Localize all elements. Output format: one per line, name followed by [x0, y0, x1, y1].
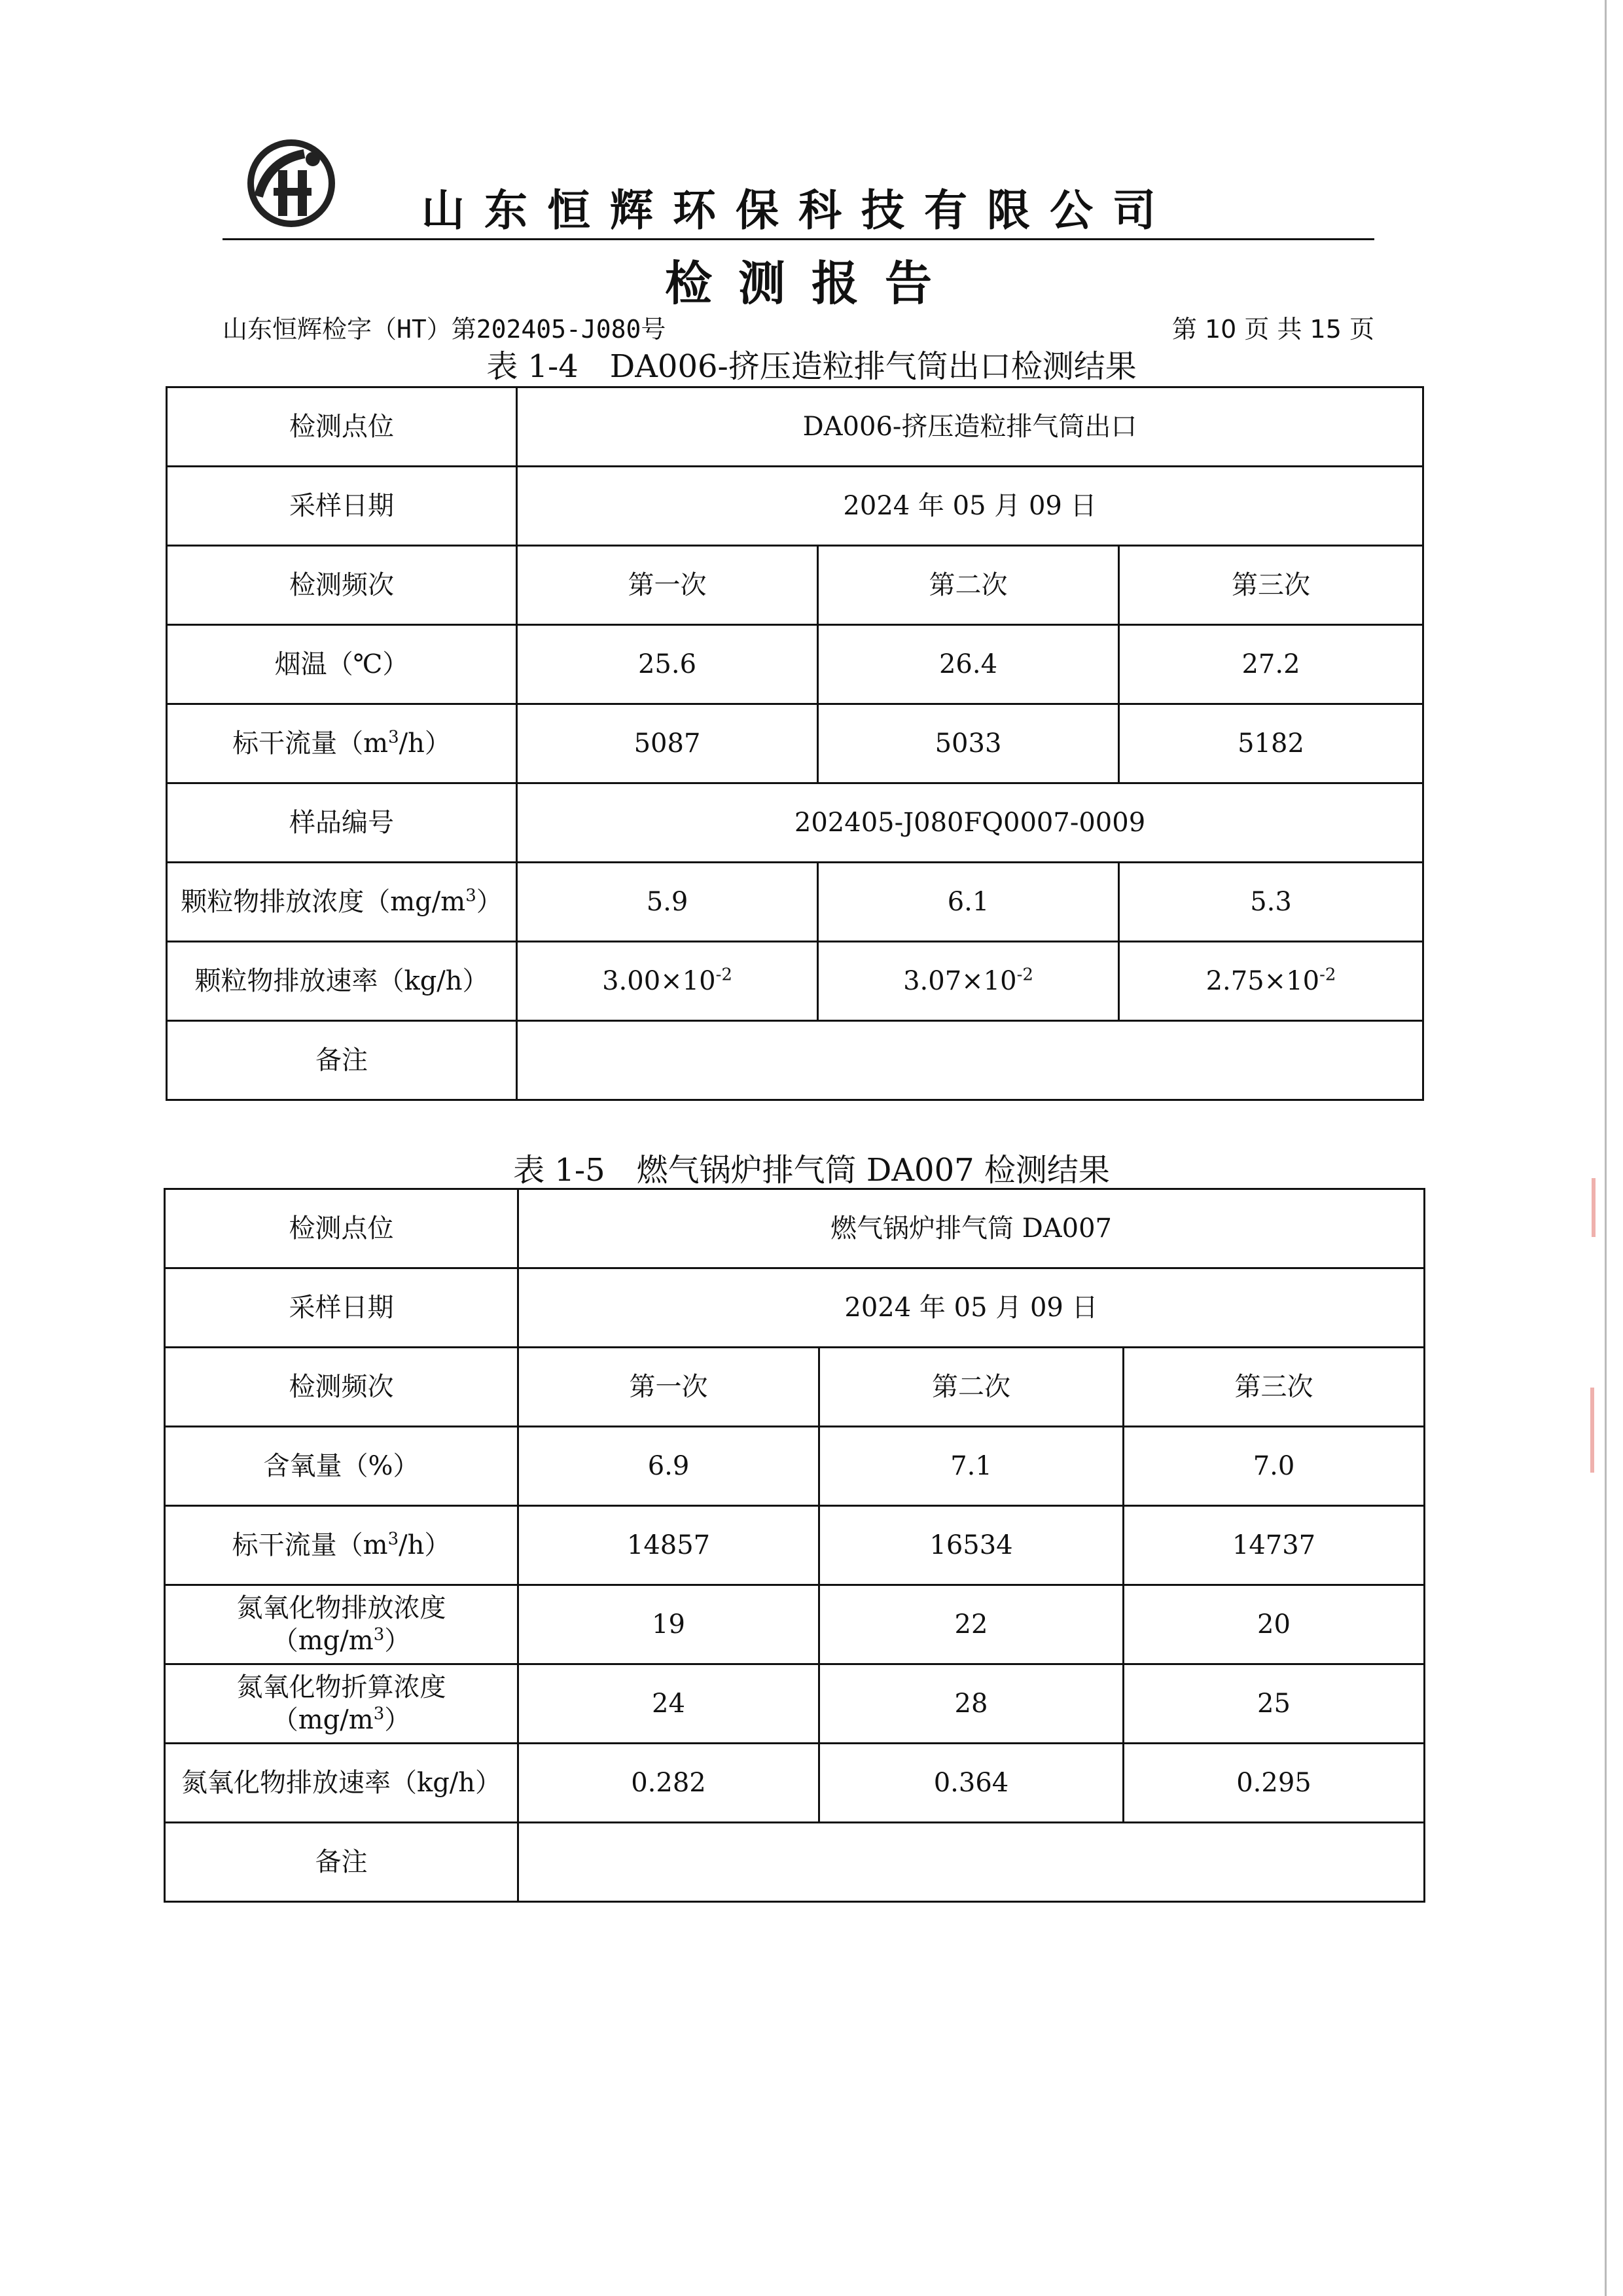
rate-exponent: -2: [715, 965, 732, 985]
stamp-bleed: [1592, 1178, 1615, 1237]
value-cell: 燃气锅炉排气筒 DA007: [518, 1189, 1425, 1268]
value-cell: [517, 1021, 1423, 1100]
value-cell: [518, 1823, 1425, 1902]
label-text: ）: [384, 1626, 411, 1656]
value-cell: 2024 年 05 月 09 日: [518, 1268, 1425, 1348]
table-row: [167, 546, 1423, 625]
label-cell: 检测点位: [167, 387, 517, 467]
value-cell: 5.9: [517, 863, 818, 942]
value-cell: [818, 942, 1119, 1021]
table-row: [165, 1189, 1425, 1268]
rate-exponent: -2: [1319, 965, 1336, 985]
label-cell: 颗粒物排放速率（kg/h）: [167, 942, 517, 1021]
label-text: （mg/m: [272, 1626, 374, 1656]
label-text: ）: [476, 887, 503, 917]
table-row: [167, 783, 1423, 863]
label-cell: 检测频次: [167, 546, 517, 625]
label-cell: 样品编号: [167, 783, 517, 863]
label-cell: [165, 1664, 518, 1744]
label-superscript: 3: [388, 727, 399, 747]
header-rule: [223, 238, 1374, 240]
value-cell: 第二次: [818, 546, 1119, 625]
label-cell: 检测点位: [165, 1189, 518, 1268]
value-cell: 第三次: [1124, 1348, 1425, 1427]
label-text: （mg/m: [272, 1705, 374, 1735]
value-cell: 16534: [819, 1506, 1124, 1585]
label-cell: 采样日期: [167, 467, 517, 546]
label-text: 标干流量（m: [232, 1530, 388, 1560]
table-row: [165, 1664, 1425, 1744]
value-cell: 7.1: [819, 1427, 1124, 1506]
table-row: [165, 1506, 1425, 1585]
label-cell: 采样日期: [165, 1268, 518, 1348]
label-cell: 氮氧化物排放速率（kg/h）: [165, 1744, 518, 1823]
label-cell: [167, 863, 517, 942]
label-text: 氮氧化物排放浓度: [236, 1593, 446, 1623]
label-text: 颗粒物排放浓度（mg/m: [181, 887, 466, 917]
value-cell: 6.1: [818, 863, 1119, 942]
value-cell: DA006-挤压造粒排气筒出口: [517, 387, 1423, 467]
table-row: [165, 1427, 1425, 1506]
page-number: 第 10 页 共 15 页: [1171, 315, 1374, 344]
rate-base: 3.07×10: [903, 966, 1017, 996]
value-cell: 5033: [818, 704, 1119, 783]
value-cell: 14737: [1124, 1506, 1425, 1585]
value-cell: 第三次: [1119, 546, 1423, 625]
table-row: [167, 467, 1423, 546]
table-row: [167, 625, 1423, 704]
value-cell: 5.3: [1119, 863, 1423, 942]
value-cell: 第二次: [819, 1348, 1124, 1427]
value-cell: 27.2: [1119, 625, 1423, 704]
label-cell: 含氧量（%）: [165, 1427, 518, 1506]
label-superscript: 3: [373, 1624, 385, 1645]
label-superscript: 3: [465, 886, 476, 906]
label-cell: 烟温（℃）: [167, 625, 517, 704]
value-cell: 19: [518, 1585, 819, 1664]
value-cell: 2024 年 05 月 09 日: [517, 467, 1423, 546]
value-cell: 24: [518, 1664, 819, 1744]
label-cell: 检测频次: [165, 1348, 518, 1427]
table-row: [165, 1823, 1425, 1902]
value-cell: 第一次: [518, 1348, 819, 1427]
value-cell: 26.4: [818, 625, 1119, 704]
table1: [166, 386, 1424, 1101]
label-superscript: 3: [373, 1704, 385, 1724]
report-number: 山东恒辉检字（HT）第202405-J080号: [223, 315, 666, 344]
table-row: [165, 1585, 1425, 1664]
stamp-bleed: [1590, 1388, 1614, 1473]
company-name: 山东恒辉环保科技有限公司: [421, 185, 1175, 236]
table-row: [167, 704, 1423, 783]
value-cell: [517, 942, 818, 1021]
value-cell: 0.282: [518, 1744, 819, 1823]
value-cell: 22: [819, 1585, 1124, 1664]
label-cell: [167, 704, 517, 783]
label-cell: [165, 1506, 518, 1585]
value-cell: 第一次: [517, 546, 818, 625]
value-cell: 6.9: [518, 1427, 819, 1506]
label-cell: [165, 1585, 518, 1664]
report-title: 检测报告: [664, 256, 958, 311]
rate-exponent: -2: [1016, 965, 1033, 985]
value-cell: 28: [819, 1664, 1124, 1744]
label-text: /h）: [399, 1530, 451, 1560]
value-cell: 5182: [1119, 704, 1423, 783]
label-cell: 备注: [165, 1823, 518, 1902]
value-cell: 25: [1124, 1664, 1425, 1744]
table-row: [165, 1348, 1425, 1427]
label-text: /h）: [399, 728, 451, 759]
value-cell: 20: [1124, 1585, 1425, 1664]
table-row: [165, 1744, 1425, 1823]
page-edge: [1605, 0, 1607, 2296]
value-cell: 0.295: [1124, 1744, 1425, 1823]
rate-base: 2.75×10: [1205, 966, 1320, 996]
value-cell: 7.0: [1124, 1427, 1425, 1506]
label-text: ）: [384, 1705, 411, 1735]
rate-base: 3.00×10: [602, 966, 716, 996]
label-text: 氮氧化物折算浓度: [236, 1672, 446, 1702]
table-row: [167, 942, 1423, 1021]
label-cell: 备注: [167, 1021, 517, 1100]
value-cell: [1119, 942, 1423, 1021]
table2: [164, 1188, 1425, 1903]
table2-caption: 表 1-5 燃气锅炉排气筒 DA007 检测结果: [513, 1152, 1110, 1189]
table-row: [165, 1268, 1425, 1348]
value-cell: 202405-J080FQ0007-0009: [517, 783, 1423, 863]
table-row: [167, 387, 1423, 467]
label-text: 标干流量（m: [232, 728, 389, 759]
table-row: [167, 863, 1423, 942]
value-cell: 5087: [517, 704, 818, 783]
table1-caption: 表 1-4 DA006-挤压造粒排气筒出口检测结果: [486, 348, 1137, 385]
value-cell: 14857: [518, 1506, 819, 1585]
label-superscript: 3: [387, 1529, 399, 1549]
table-row: [167, 1021, 1423, 1100]
value-cell: 0.364: [819, 1744, 1124, 1823]
value-cell: 25.6: [517, 625, 818, 704]
